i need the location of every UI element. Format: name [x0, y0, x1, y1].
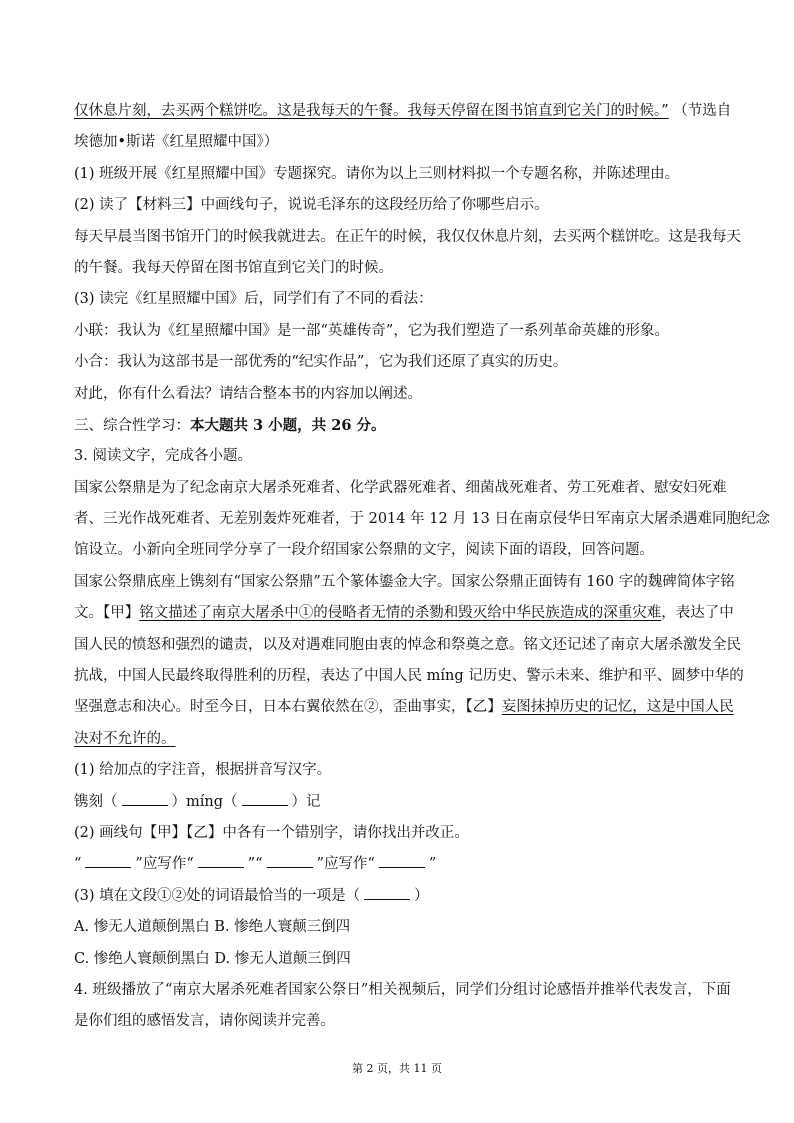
- fill-line: [74, 787, 724, 818]
- text-span: “: [74, 856, 82, 873]
- question-item: (2) 读了【材料三】中画线句子，说说毛泽东的这段经历给了你哪些启示。: [74, 197, 549, 214]
- text-line: 小联：我认为《红星照耀中国》是一部“英雄传奇”，它为我们塑造了一系列革命英雄的形象。: [74, 322, 669, 339]
- page-footer: 第 2 页，共 11 页: [352, 1062, 442, 1075]
- underlined-quote: 仅休息片刻，去买两个糕饼吃。这是我每天的午餐。我每天停留在图书馆直到它关门的时候。”: [74, 103, 669, 119]
- choice-line: A. 惨无人道颠倒黑白 B. 惨绝人寰颠三倒四: [74, 919, 351, 936]
- text-line: 国家公祭鼎是为了纪念南京大屠杀死难者、化学武器死难者、细菌战死难者、劳工死难者、慰安妇死难: [74, 479, 727, 496]
- text-span: 坚强意志和决心。时至今日，日本右翼依然在②，歪曲事实，【乙】: [74, 699, 502, 716]
- question-item: [74, 881, 724, 912]
- answer-blank[interactable]: [242, 791, 288, 806]
- section-heading: [74, 410, 724, 441]
- text-span: ”应写作“: [135, 856, 194, 873]
- answer-blank[interactable]: [198, 853, 244, 868]
- text-line: 小合：我认为这部书是一部优秀的“纪实作品”，它为我们还原了真实的历史。: [74, 354, 568, 371]
- text-span: ，表达了中: [661, 605, 734, 622]
- question-item: (1) 给加点的字注音，根据拼音写汉字。: [74, 762, 332, 779]
- text-span: ）记: [291, 793, 321, 810]
- text-line: 是你们组的感悟发言，请你阅读并完善。: [74, 1013, 335, 1030]
- underlined-sentence-jia: 铭文描述了南京大屠杀中①的侵略者无情的杀勠和毁灭给中华民族造成的深重灾难: [139, 605, 662, 622]
- text-line: [74, 692, 734, 723]
- question-item: (1) 班级开展《红星照耀中国》专题探究。请你为以上三则材料拟一个专题名称，并陈述理由。: [74, 165, 680, 182]
- text-line: 抗战，中国人民最终取得胜利的历程，表达了中国人民 míng 记历史、警示未来、维护和平、圆梦中华的: [74, 668, 744, 685]
- text-line: 每天早晨当图书馆开门的时候我就进去。在正午的时候，我仅仅休息片刻，去买两个糕饼吃。这是我每天: [74, 228, 741, 245]
- answer-blank[interactable]: [85, 853, 131, 868]
- choice-line: C. 惨绝人寰颠倒黑白 D. 惨无人道颠三倒四: [74, 950, 351, 967]
- text-line: [74, 724, 724, 755]
- text-span: ”应写作“: [316, 856, 375, 873]
- text-line: 埃德加•斯诺《红星照耀中国》）: [74, 134, 279, 151]
- document-body: [74, 96, 770, 1038]
- answer-blank[interactable]: [364, 885, 410, 900]
- text-line: 对此，你有什么看法？请结合整本书的内容加以阐述。: [74, 385, 422, 402]
- question-title: 3. 阅读文字，完成各小题。: [74, 448, 252, 465]
- section-score: 本大题共 3 小题，共 26 分。: [190, 416, 386, 434]
- text-span: 镌刻（: [74, 793, 118, 810]
- question-title: 4. 班级播放了“南京大屠杀死难者国家公祭日”相关视频后，同学们分组讨论感悟并推举代表发言，下面: [74, 981, 731, 998]
- answer-blank[interactable]: [122, 791, 168, 806]
- fill-line: [74, 849, 724, 880]
- text-line: 馆设立。小新向全班同学分享了一段介绍国家公祭鼎的文字，阅读下面的语段，回答问题。: [74, 542, 654, 559]
- question-item: (2) 画线句【甲】【乙】中各有一个错别字，请你找出并改正。: [74, 824, 469, 841]
- section-title: 三、综合性学习：: [74, 417, 190, 434]
- answer-blank[interactable]: [379, 853, 425, 868]
- text-span: ”: [428, 856, 437, 873]
- source-note: （节选自: [673, 103, 732, 119]
- label-jia: 文。【甲】: [74, 605, 140, 622]
- text-line: [74, 96, 732, 127]
- text-span: ）míng（: [171, 793, 238, 810]
- text-line: [74, 598, 734, 629]
- text-line: 国家公祭鼎底座上镌刻有“国家公祭鼎”五个篆体鎏金大字。国家公祭鼎正面铸有 160 字的魏碑简体字铭: [74, 573, 735, 590]
- answer-blank[interactable]: [267, 853, 313, 868]
- text-line: 国人民的愤怒和强烈的谴责，以及对遇难同胞由衷的悼念和祭奠之意。铭文还记述了南京大屠杀激发全民: [74, 636, 741, 653]
- text-span: (3) 填在文段①②处的词语最恰当的一项是（: [74, 887, 361, 904]
- underlined-sentence-yi: 妄图抹掉历史的记忆，这是中国人民: [501, 699, 734, 716]
- text-line: 的午餐。我每天停留在图书馆直到它关门的时候。: [74, 259, 393, 276]
- text-line: 者、三光作战死难者、无差别轰炸死难者，于 2014 年 12 月 13 日在南京侵华日军南京大屠杀遇难同胞纪念: [74, 511, 770, 528]
- question-item: (3) 读完《红星照耀中国》后，同学们有了不同的看法：: [74, 291, 433, 308]
- text-span: ”“: [247, 856, 263, 873]
- underlined-sentence-yi-end: 决对不允许的。: [74, 730, 176, 747]
- text-span: ）: [414, 887, 429, 904]
